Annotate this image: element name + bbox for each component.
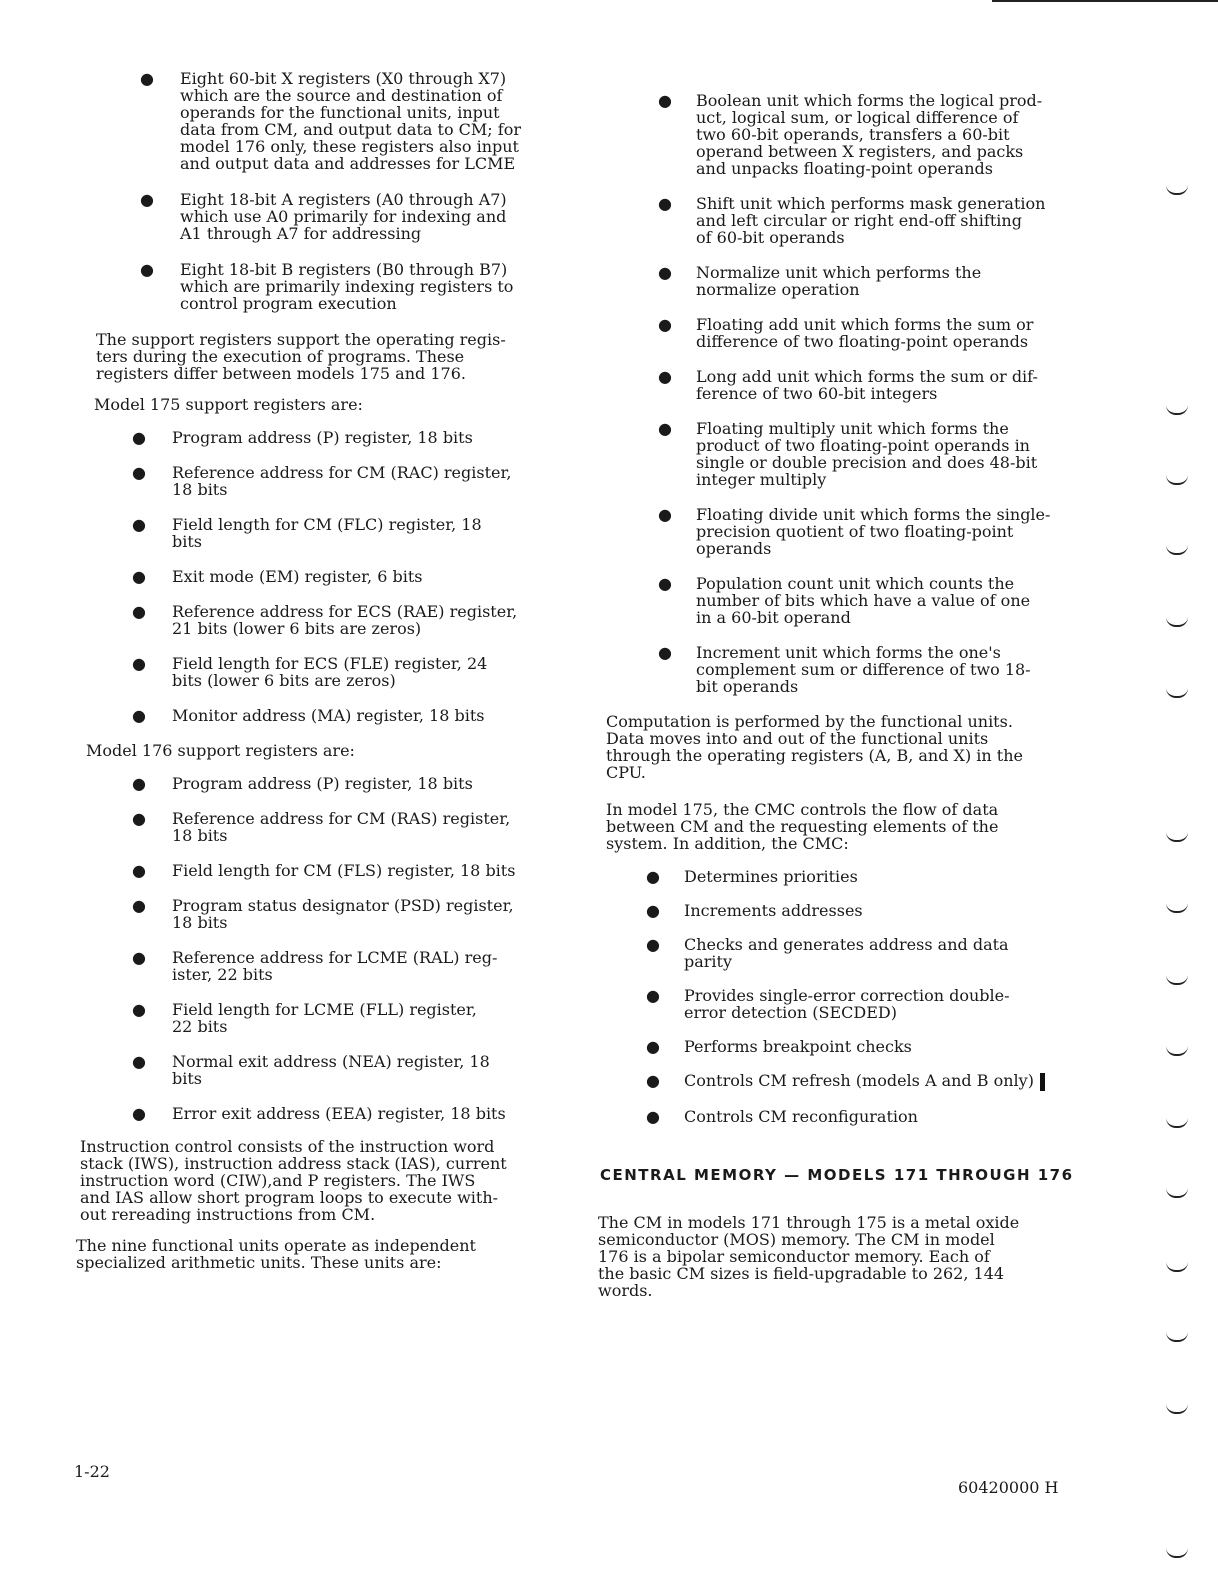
right-column	[596, 92, 1086, 1319]
bullet-icon: ●	[140, 260, 154, 279]
punch-mark	[1166, 975, 1188, 985]
punch-mark	[1166, 1332, 1188, 1342]
bullet-icon: ●	[132, 463, 146, 482]
bullet-icon: ●	[132, 515, 146, 534]
punch-mark	[1166, 617, 1188, 627]
list-item: ● Field length for LCME (FLL) register, 22 bits	[132, 1000, 477, 1036]
bullet-icon: ●	[646, 1037, 660, 1056]
bullet-icon: ●	[658, 367, 672, 386]
bullet-icon: ●	[132, 428, 146, 447]
punch-mark	[1166, 688, 1188, 698]
list-item: ● Field length for CM (FLC) register, 18 bits	[132, 515, 482, 551]
change-bar	[1040, 1073, 1045, 1091]
list-item: ● Program address (P) register, 18 bits	[132, 428, 473, 447]
punch-mark	[1166, 1404, 1188, 1414]
list-item: ● Program address (P) register, 18 bits	[132, 774, 473, 793]
bullet-icon: ●	[132, 774, 146, 793]
bullet-icon: ●	[658, 263, 672, 282]
list-item: ● Normalize unit which performs the normalize operation	[658, 263, 982, 299]
computation-paragraph: Computation is performed by the functional units. Data moves into and out of the functional units through the operating registers (A, B, and X) in the CPU.	[606, 712, 1023, 782]
list-item: ● Exit mode (EM) register, 6 bits	[132, 567, 423, 586]
bullet-icon: ●	[658, 419, 672, 438]
bullet-icon: ●	[646, 986, 660, 1005]
punch-mark	[1166, 185, 1188, 195]
bullet-icon: ●	[132, 602, 146, 621]
model176-registers-list	[76, 775, 566, 1122]
bullet-icon: ●	[132, 861, 146, 880]
punch-mark	[1166, 475, 1188, 485]
list-item: ● Eight 18-bit A registers (A0 through A7) which use A0 primarily for indexing and A1 through A7 for addressing	[140, 190, 507, 243]
bullet-icon: ●	[132, 1052, 146, 1071]
punch-mark	[1166, 1262, 1188, 1272]
list-item: ● Reference address for CM (RAS) register, 18 bits	[132, 809, 511, 845]
cm-description-paragraph: The CM in models 171 through 175 is a metal oxide semiconductor (MOS) memory. The CM in model 176 is a bipolar semiconductor memory. Each of the basic CM sizes is field-upgradable to 262, 144 words.	[598, 1212, 1020, 1300]
punch-mark	[1166, 1188, 1188, 1198]
top-rule	[992, 0, 1218, 2]
bullet-icon: ●	[132, 809, 146, 828]
bullet-icon: ●	[658, 574, 672, 593]
section-heading: CENTRAL MEMORY — MODELS 171 THROUGH 176	[600, 1165, 1074, 1184]
punch-mark	[1166, 1046, 1188, 1056]
list-item: ● Floating add unit which forms the sum or difference of two floating-point operands	[658, 315, 1034, 351]
bullet-icon: ●	[658, 643, 672, 662]
bullet-icon: ●	[132, 706, 146, 725]
bullet-icon: ●	[132, 654, 146, 673]
list-item: ● Reference address for ECS (RAE) register, 21 bits (lower 6 bits are zeros)	[132, 602, 518, 638]
list-item: ● Shift unit which performs mask generation and left circular or right end-off shifting of 60-bit operands	[658, 194, 1046, 247]
list-item: ● Increments addresses	[646, 901, 863, 920]
list-item: ● Determines priorities	[646, 867, 858, 886]
operating-registers-list	[76, 70, 566, 312]
functional-units-list	[596, 92, 1086, 695]
cmc-functions-list	[596, 868, 1086, 1125]
functional-units-intro: The nine functional units operate as independent specialized arithmetic units. These units are:	[76, 1236, 476, 1272]
support-intro: The support registers support the operating regis- ters during the execution of programs. These registers differ between models 175 and 176.	[96, 330, 506, 383]
list-item: ● Performs breakpoint checks	[646, 1037, 912, 1056]
list-item: ● Floating multiply unit which forms the product of two floating-point operands in single or double precision and does 48-bit integer multiply	[658, 419, 1038, 489]
bullet-icon: ●	[646, 1071, 660, 1090]
bullet-icon: ●	[646, 867, 660, 886]
list-item: ● Checks and generates address and data parity	[646, 935, 1009, 971]
punch-mark	[1166, 545, 1188, 555]
list-item: ● Population count unit which counts the number of bits which have a value of one in a 60-bit operand	[658, 574, 1031, 627]
bullet-icon: ●	[132, 1104, 146, 1123]
list-item: ● Controls CM refresh (models A and B only)	[596, 1072, 1086, 1091]
left-column	[76, 70, 566, 1285]
bullet-icon: ●	[658, 91, 672, 110]
list-item: ● Field length for CM (FLS) register, 18 bits	[132, 861, 516, 880]
list-item: ● Monitor address (MA) register, 18 bits	[132, 706, 485, 725]
list-item: ● Field length for ECS (FLE) register, 24 bits (lower 6 bits are zeros)	[132, 654, 488, 690]
document-number: 60420000 H	[958, 1478, 1059, 1497]
bullet-icon: ●	[132, 896, 146, 915]
list-item: ● Program status designator (PSD) register, 18 bits	[132, 896, 514, 932]
model175-heading: Model 175 support registers are:	[94, 395, 363, 414]
list-item: ● Eight 18-bit B registers (B0 through B7) which are primarily indexing registers to control program execution	[140, 260, 514, 313]
punch-mark	[1166, 1548, 1188, 1558]
model175-registers-list	[76, 429, 566, 724]
bullet-icon: ●	[646, 935, 660, 954]
cmc-intro: In model 175, the CMC controls the flow of data between CM and the requesting elements of the system. In addition, the CMC:	[606, 800, 999, 853]
list-item: ● Boolean unit which forms the logical prod- uct, logical sum, or logical difference of two 60-bit operands, transfers a 60-bit operand between X registers, and packs and unpacks floating-point operands	[658, 91, 1043, 178]
list-item: ● Controls CM reconfiguration	[646, 1106, 918, 1126]
list-item: ● Eight 60-bit X registers (X0 through X7) which are the source and destination of operands for the functional units, input data from CM, and output data to CM; for model 176 only, these registers also input and output data and addresses for LCME	[140, 69, 521, 173]
bullet-icon: ●	[132, 948, 146, 967]
list-item: ● Reference address for CM (RAC) register, 18 bits	[132, 463, 512, 499]
bullet-icon: ●	[658, 194, 672, 213]
list-item: ● Reference address for LCME (RAL) reg- ister, 22 bits	[132, 948, 498, 984]
list-item: ● Error exit address (EEA) register, 18 bits	[132, 1104, 506, 1123]
bullet-icon: ●	[646, 1106, 660, 1126]
bullet-icon: ●	[658, 315, 672, 334]
list-item: ● Floating divide unit which forms the single- precision quotient of two floating-point operands	[658, 505, 1051, 558]
punch-mark	[1166, 1118, 1188, 1128]
bullet-icon: ●	[140, 190, 154, 209]
punch-mark	[1166, 832, 1188, 842]
instruction-control-paragraph: Instruction control consists of the instruction word stack (IWS), instruction address stack (IAS), current instruction word (CIW),and P registers. The IWS and IAS allow short program loops to execute with- out rereading instructions from CM.	[80, 1137, 507, 1224]
bullet-icon: ●	[132, 1000, 146, 1019]
list-item: ● Provides single-error correction double- error detection (SECDED)	[646, 986, 1010, 1022]
list-item: ● Increment unit which forms the one's complement sum or difference of two 18- bit operands	[658, 643, 1031, 696]
list-item: ● Long add unit which forms the sum or dif- ference of two 60-bit integers	[658, 367, 1038, 403]
list-item: ● Normal exit address (NEA) register, 18 bits	[132, 1052, 490, 1088]
punch-mark	[1166, 903, 1188, 913]
bullet-icon: ●	[140, 69, 154, 88]
model176-heading: Model 176 support registers are:	[86, 741, 355, 760]
bullet-icon: ●	[658, 505, 672, 524]
bullet-icon: ●	[646, 901, 660, 920]
page-number: 1-22	[74, 1462, 110, 1481]
bullet-icon: ●	[132, 567, 146, 586]
punch-mark	[1166, 405, 1188, 415]
